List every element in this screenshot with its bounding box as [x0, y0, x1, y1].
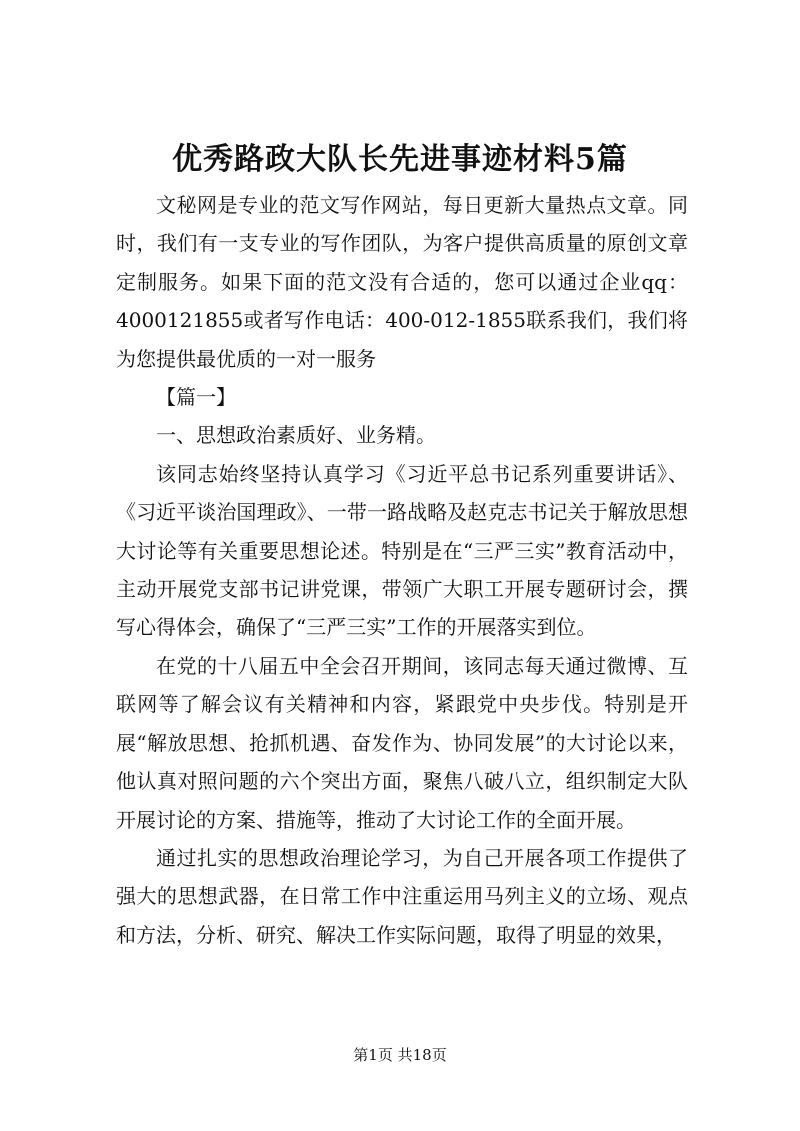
document-title: 优秀路政大队长先进事迹材料5篇 — [172, 142, 628, 177]
document-body — [116, 186, 688, 954]
subheading-paragraph: 一、思想政治素质好、业务精。 — [156, 423, 436, 448]
body-paragraph: 通过扎实的思想政治理论学习，为自己开展各项工作提供了强大的思想武器，在日常工作中注重运用马列主义的立场、观点和方法，分析、研究、解决工作实际问题，取得了明显的效果， — [116, 845, 688, 947]
section-heading: 【篇一】 — [156, 385, 236, 410]
intro-paragraph: 文秘网是专业的范文写作网站，每日更新大量热点文章。同时，我们有一支专业的写作团队，为客户提供高质量的原创文章定制服务。如果下面的范文没有合适的，您可以通过企业qq：4000121855或者写作电话：400-012-1855联系我们，我们将为您提供最优质的一对一服务 — [116, 193, 688, 371]
body-paragraph: 在党的十八届五中全会召开期间，该同志每天通过微博、互联网等了解会议有关精神和内容，紧跟党中央步伐。特别是开展“解放思想、抢抓机遇、奋发作为、协同发展”的大讨论以来，他认真对照问题的六个突出方面，聚焦八破八立，组织制定大队开展讨论的方案、措施等，推动了大讨论工作的全面开展。 — [116, 653, 688, 832]
body-paragraph: 该同志始终坚持认真学习《习近平总书记系列重要讲话》、《习近平谈治国理政》、一带一路战略及赵克志书记关于解放思想大讨论等有关重要思想论述。特别是在“三严三实”教育活动中，主动开展党支部书记讲党课，带领广大职工开展专题研讨会，撰写心得体会，确保了“三严三实”工作的开展落实到位。 — [116, 461, 688, 640]
page-footer: 第1页 共18页 — [353, 1046, 447, 1064]
